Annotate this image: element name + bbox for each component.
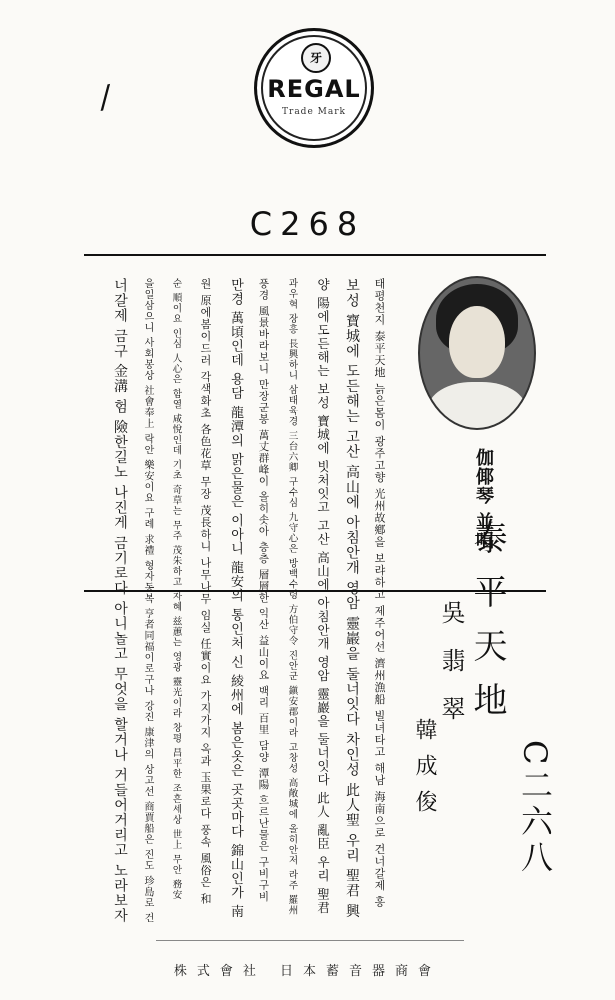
logo-brand: REGAL [267, 75, 361, 103]
singer-name-2: 韓成俊 [412, 718, 437, 826]
logo-disc-icon: 牙 [301, 43, 331, 73]
footer-company: 株式會社 日本蓄音器商會 [173, 964, 442, 979]
lyric-line-1: 태평천지 泰平天地 늙은몸이 광주고향 光州故鄕을 보랴하고 제주어선 濟州漁船 빌녀타고 해남 海南으로 건너갈제 흥 [373, 278, 386, 908]
lyric-line-4: 과우혁 장흥 長興하니 삼태육경 三台六卿 구수심 九守心은 방백수령 方伯守令 진안군 鎭安郡이라 고창성 高敞城에 올히안저 라주 羅州 [286, 278, 298, 916]
instrument-label: 伽倻琴 並唱 [473, 448, 494, 551]
logo-subtitle: Trade Mark [282, 107, 346, 117]
catalog-number: C268 [249, 205, 366, 243]
song-title: 泰平天地 [467, 520, 507, 736]
lyric-line-6: 만경 萬頃인데 용담 龍潭의 맑은물은 이아니 龍安의 통인처 신 綾州에 봄은옷은 곳곳마다 錦山인가 南 [228, 278, 243, 919]
lyric-line-5: 풍경 風景바라보니 만장군봉 萬丈群峰이 올히솟아 층층 層層한 익산 益山이요 백리 百里 담양 潭陽 흐르난물은 구비구비 [257, 278, 270, 903]
lyric-line-2: 보성 寶城에 도든해는 고산 高山에 아침안개 영암 靈巖을 둘너잇다 차인성 此人聖 우리 聖君 興 [344, 278, 360, 919]
singer-name-1: 吳翡翠 [437, 600, 465, 744]
regal-label-logo [254, 28, 374, 148]
footer-divider [156, 940, 464, 941]
lyric-line-7: 원 原에봄이드러 각색화초 各色花草 무장 茂長하니 나무나무 임실 任實이요 가지가지 옥과 玉果로다 풍속 風俗은 和 [199, 278, 212, 905]
catalog-number-kanji: C二六八 [516, 740, 554, 877]
lyric-line-8: 순 順이요 인심 人心은 함열 咸悅인데 기초 奇草는 무주 茂朱하고 자혜 兹蕙는 영광 靈光이라 창평 昌平한 조흔세상 世上 무안 務安 [170, 278, 182, 901]
singer-portrait-icon [418, 276, 536, 430]
lyric-line-3: 양 陽에도든해는 보성 寶城에 빗처잇고 고산 高山에 아침안개 영암 靈巖을 둘너잇다 此人 亂臣 우리 聖君 [315, 278, 331, 915]
lyric-line-10: 너갈제 금구 金溝 험 險한길노 나진게 금기로다 아니놀고 무엇을 할거나 거들어거리고 노라보자 [112, 278, 128, 923]
lyric-line-9: 을일삼으니 사회봉상 社會奉上 락안 樂安이요 구례 求禮 형자동복 亨者同福이로구나 강진 康津의 상고선 商賈船은 진도 珍島로 건 [142, 278, 153, 924]
handwritten-mark: / [96, 79, 114, 116]
